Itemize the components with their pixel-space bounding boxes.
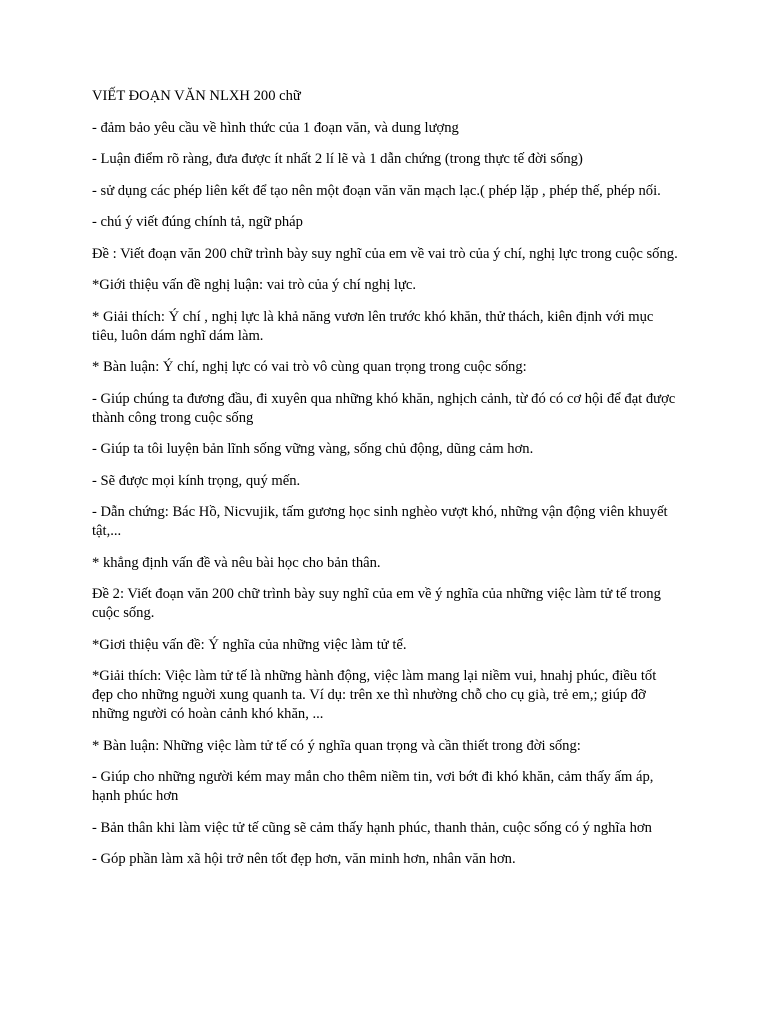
document-page [92,87,678,882]
prompt-1-explanation: * Giải thích: Ý chí , nghị lực là khả năng vươn lên trước khó khăn, thử thách, kiên định với mục tiêu, luôn dám nghĩ dám làm. [92,308,654,344]
prompt-1-evidence: - Dẫn chứng: Bác Hồ, Nicvujik, tấm gương học sinh nghèo vượt khó, những vận động viên khuyết tật,... [92,504,668,539]
prompt-1-point-1: - Giúp chúng ta đương đầu, đi xuyên qua những khó khăn, nghịch cảnh, từ đó có cơ hội để đạt được thành công trong cuộc sống [92,390,676,426]
prompt-1: Đề : Viết đoạn văn 200 chữ trình bày suy nghĩ của em về vai trò của ý chí, nghị lực trong cuộc sống. [92,245,678,262]
prompt-1-intro: *Giới thiệu vấn đề nghị luận: vai trò của ý chí nghị lực. [92,277,417,293]
prompt-1-conclusion: * khẳng định vấn đề và nêu bài học cho bản thân. [92,554,381,571]
prompt-2-discussion: * Bàn luận: Những việc làm tử tế có ý nghĩa quan trọng và cần thiết trong đời sống: [92,737,581,754]
prompt-2: Đề 2: Viết đoạn văn 200 chữ trình bày suy nghĩ của em về ý nghĩa của những việc làm tử tế trong cuộc sống. [92,586,661,621]
requirement-form: - đảm bảo yêu cầu về hình thức của 1 đoạn văn, và dung lượng [92,119,459,136]
prompt-2-point-1: - Giúp cho những người kém may mắn cho thêm niềm tin, vơi bớt đi khó khăn, cảm thấy ấm áp, hạnh phúc hơn [92,769,654,804]
prompt-1-point-3: - Sẽ được mọi kính trọng, quý mến. [92,472,301,489]
requirement-spelling: - chú ý viết đúng chính tả, ngữ pháp [92,214,303,230]
prompt-1-point-2: - Giúp ta tôi luyện bản lĩnh sống vững vàng, sống chủ động, dũng cảm hơn. [92,441,534,457]
prompt-1-discussion: * Bàn luận: Ý chí, nghị lực có vai trò vô cùng quan trọng trong cuộc sống: [92,359,527,375]
requirement-argument: - Luận điểm rõ ràng, đưa được ít nhất 2 lí lẽ và 1 dẫn chứng (trong thực tế đời sống) [92,151,583,167]
prompt-2-intro: *Giơi thiệu vấn đề: Ý nghĩa của những việc làm tử tế. [92,636,407,653]
prompt-2-explanation: *Giải thích: Việc làm tử tế là những hành động, việc làm mang lại niềm vui, hnahj phúc, điều tốt đẹp cho những nguời xung quanh ta. Ví dụ: trên xe thì nhường chỗ cho cụ già, trẻ em,; giúp đỡ những người có hoàn cảnh khó khăn, ... [92,668,657,722]
document-title: VIẾT ĐOẠN VĂN NLXH 200 chữ [92,88,301,104]
prompt-2-point-3: - Góp phần làm xã hội trở nên tốt đẹp hơn, văn minh hơn, nhân văn hơn. [92,851,516,867]
requirement-linking: - sử dụng các phép liên kết để tạo nên một đoạn văn văn mạch lạc.( phép lặp , phép thế, phép nối. [92,182,661,199]
prompt-2-point-2: - Bản thân khi làm việc tử tế cũng sẽ cảm thấy hạnh phúc, thanh thản, cuộc sống có ý nghĩa hơn [92,819,652,836]
